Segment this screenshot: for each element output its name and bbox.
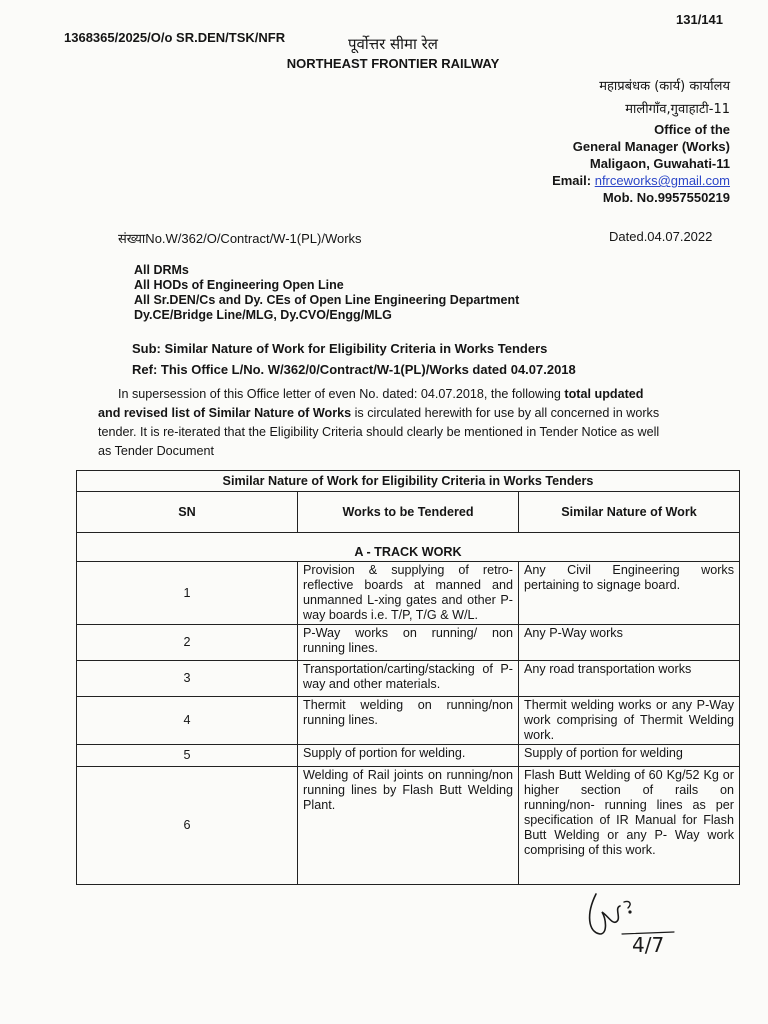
letter-date: Dated.04.07.2022 — [609, 229, 713, 244]
org-name: NORTHEAST FRONTIER RAILWAY — [286, 56, 500, 71]
addressee-line: All Sr.DEN/Cs and Dy. CEs of Open Line Engineering Department — [134, 293, 520, 307]
body-emphasis: total updated — [564, 387, 644, 401]
office-mobile: Mob. No.9957550219 — [602, 190, 730, 205]
row-similar: Any Civil Engineering works pertaining to signage board. — [519, 562, 740, 625]
section-row — [77, 533, 740, 562]
similar-works-table — [76, 470, 740, 885]
table-row — [77, 767, 740, 885]
body-emphasis: and revised list of Similar Nature of Works — [98, 406, 352, 420]
header-similar: Similar Nature of Work — [519, 492, 740, 533]
file-reference: 1368365/2025/O/o SR.DEN/TSK/NFR — [64, 30, 286, 45]
body-line-4: as Tender Document — [98, 444, 214, 458]
row-similar: Thermit welding works or any P-Way work comprising of Thermit Welding work. — [519, 697, 740, 745]
addressee-line: All DRMs — [134, 263, 189, 277]
row-similar: Any P-Way works — [519, 625, 740, 661]
signature-mark — [578, 888, 688, 968]
table-row — [77, 625, 740, 661]
row-sn: 3 — [77, 661, 298, 697]
body-line-2 — [98, 404, 743, 423]
addressee-line: All HODs of Engineering Open Line — [134, 278, 344, 292]
row-sn: 4 — [77, 697, 298, 745]
office-line1: Office of the — [654, 122, 730, 137]
letter-number: संख्याNo.W/362/O/Contract/W-1(PL)/Works — [118, 231, 362, 246]
body-text: In supersession of this Office letter of even No. dated: 04.07.2018, the following — [118, 387, 565, 401]
row-work: P-Way works on running/ non running lines. — [298, 625, 519, 661]
office-line3: Maligaon, Guwahati-11 — [589, 156, 730, 171]
office-hindi-line2: मालीगाँव,गुवाहाटी-11 — [625, 102, 730, 117]
row-similar: Supply of portion for welding — [519, 745, 740, 767]
row-sn: 2 — [77, 625, 298, 661]
email-link[interactable]: nfrceworks@gmail.com — [594, 173, 730, 188]
page-number: 131/141 — [676, 12, 723, 27]
body-line-3: tender. It is re-iterated that the Eligibility Criteria should clearly be mentioned in Tender Notice as well — [98, 425, 660, 439]
row-sn: 1 — [77, 562, 298, 625]
row-work: Supply of portion for welding. — [298, 745, 519, 767]
org-name-hindi: पूर्वोत्तर सीमा रेल — [348, 35, 438, 53]
office-hindi-line1: महाप्रबंधक (कार्य) कार्यालय — [599, 79, 730, 94]
section-title: A - TRACK WORK — [77, 533, 740, 562]
addressee-line: Dy.CE/Bridge Line/MLG, Dy.CVO/Engg/MLG — [134, 308, 392, 322]
row-work: Welding of Rail joints on running/non running lines by Flash Butt Welding Plant. — [298, 767, 519, 885]
signature-date: 4/7 — [632, 933, 665, 957]
reference-line: Ref: This Office L/No. W/362/0/Contract/W-1(PL)/Works dated 04.07.2018 — [132, 362, 576, 377]
table-row — [77, 745, 740, 767]
row-similar: Any road transportation works — [519, 661, 740, 697]
table-caption-row — [77, 471, 740, 492]
row-similar: Flash Butt Welding of 60 Kg/52 Kg or higher section of rails on running/non- running lines as per specification of IR Manual for Flash Butt Welding or any P- Way work comprising of this work. — [519, 767, 740, 885]
row-sn: 6 — [77, 767, 298, 885]
table-caption: Similar Nature of Work for Eligibility Criteria in Works Tenders — [77, 471, 740, 492]
body-text: is circulated herewith for use by all concerned in works — [351, 406, 660, 420]
row-work: Thermit welding on running/non running lines. — [298, 697, 519, 745]
row-work: Transportation/carting/stacking of P-way and other materials. — [298, 661, 519, 697]
office-line2: General Manager (Works) — [572, 139, 730, 154]
email-label: Email: — [552, 173, 592, 188]
row-work: Provision & supplying of retro-reflective boards at manned and unmanned L-xing gates and other P- way boards i.e. T/P, T/G & W/L. — [298, 562, 519, 625]
office-email-row — [552, 173, 730, 188]
row-sn: 5 — [77, 745, 298, 767]
body-line-1 — [98, 385, 743, 404]
table-row — [77, 661, 740, 697]
table-header-row — [77, 492, 740, 533]
subject-line: Sub: Similar Nature of Work for Eligibility Criteria in Works Tenders — [132, 341, 548, 356]
header-works: Works to be Tendered — [298, 492, 519, 533]
header-sn: SN — [77, 492, 298, 533]
table-row — [77, 697, 740, 745]
table-row — [77, 562, 740, 625]
